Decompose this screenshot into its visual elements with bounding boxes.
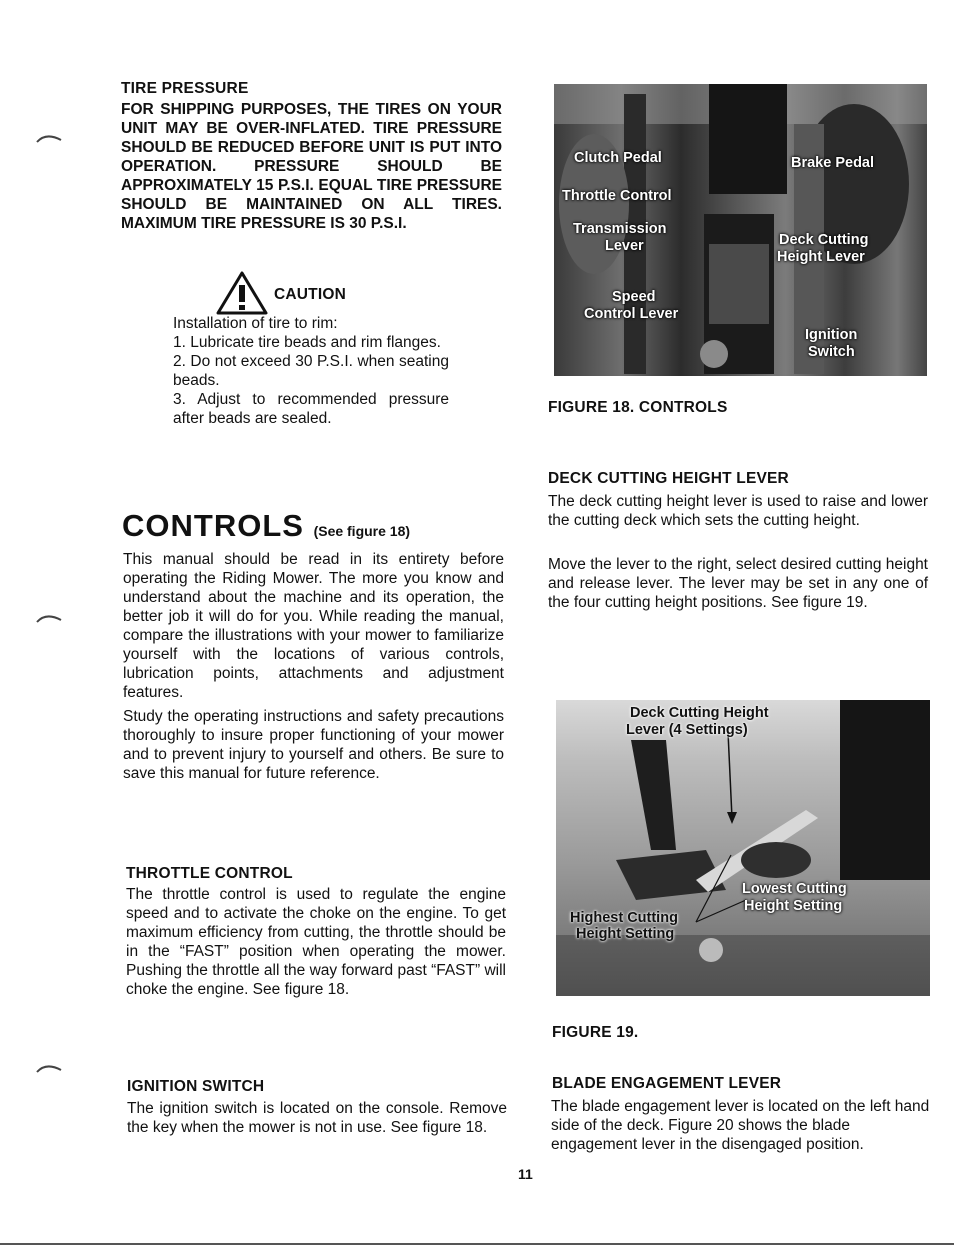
controls-title-ref: (See figure 18) — [313, 523, 411, 539]
label-highest-cutting: Highest Cutting — [570, 910, 678, 926]
figure-19-photo — [556, 700, 930, 996]
tire-pressure-body: FOR SHIPPING PURPOSES, THE TIRES ON YOUR UNIT MAY BE OVER-INFLATED. TIRE PRESSURE SHOULD BE REDUCED BEFORE UNIT IS PUT INTO OPERATION. PRESSURE SHOULD BE APPROXIMATELY 15 P.S.I. EQUAL TIRE PRESSURE SHOULD BE MAINTAINED ON ALL TIRES. MAXIMUM TIRE PRESSURE IS 30 P.S.I. — [121, 101, 502, 232]
label-deck-height-lever: Height Lever — [777, 249, 865, 265]
label-lever-4-settings: Lever (4 Settings) — [626, 722, 748, 738]
label-ignition: Ignition — [805, 327, 858, 343]
label-throttle-control: Throttle Control — [562, 188, 672, 204]
deck-lever-heading: DECK CUTTING HEIGHT LEVER — [548, 470, 789, 487]
tire-pressure-heading: TIRE PRESSURE — [121, 80, 249, 97]
label-speed: Speed — [612, 289, 656, 305]
figure-18-photo — [554, 84, 927, 376]
figure-18-caption: FIGURE 18. CONTROLS — [548, 399, 728, 416]
caution-intro: Installation of tire to rim: — [173, 315, 338, 332]
caution-item: 3. Adjust to recommended pressure after beads are sealed. — [173, 391, 449, 427]
margin-mark — [36, 130, 62, 144]
margin-mark — [36, 610, 62, 624]
label-speed-control-lever: Control Lever — [584, 306, 679, 322]
label-ignition-switch: Switch — [808, 344, 855, 360]
label-deck-cutting-height: Deck Cutting Height — [630, 705, 769, 721]
page-number: 11 — [518, 1166, 533, 1182]
ignition-body: The ignition switch is located on the console. Remove the key when the mower is not in use. See figure 18. — [127, 1100, 507, 1136]
label-clutch-pedal: Clutch Pedal — [574, 150, 662, 166]
caution-list — [173, 314, 449, 428]
controls-para-2: Study the operating instructions and safety precautions thoroughly to insure proper functioning of your mower and to prevent injury to yourself and others. Be sure to save this manual for future reference. — [123, 708, 504, 782]
controls-title-text: CONTROLS — [122, 508, 304, 543]
throttle-body: The throttle control is used to regulate the engine speed and to activate the choke on the engine. To get maximum efficiency from cutting, the throttle should be in the “FAST” position when operating the mower. Pushing the throttle all the way forward past “FAST” will choke the engine. See figure 18. — [126, 886, 506, 998]
label-brake-pedal: Brake Pedal — [791, 155, 875, 171]
caution-item: 2. Do not exceed 30 P.S.I. when seating beads. — [173, 353, 449, 389]
throttle-heading: THROTTLE CONTROL — [126, 865, 293, 882]
figure-19-caption: FIGURE 19. — [552, 1024, 639, 1041]
caution-item: 1. Lubricate tire beads and rim flanges. — [173, 334, 441, 351]
figure-19-illustration — [556, 700, 930, 996]
deck-lever-para-2: Move the lever to the right, select desired cutting height and release lever. The lever may be set in any one of the four cutting height positions. See figure 19. — [548, 556, 928, 611]
controls-title — [122, 508, 410, 544]
blade-body: The blade engagement lever is located on the left hand side of the deck. Figure 20 shows the blade engagement lever in the disengaged position. — [551, 1098, 930, 1153]
bottom-rule — [0, 1243, 954, 1245]
ignition-heading: IGNITION SWITCH — [127, 1078, 265, 1095]
warning-triangle-icon — [216, 270, 268, 316]
caution-label: CAUTION — [274, 286, 347, 303]
label-transmission-lever: Lever — [605, 238, 644, 254]
label-lowest-cutting: Lowest Cutting — [742, 881, 847, 897]
label-highest-height-setting: Height Setting — [576, 926, 675, 942]
deck-lever-para-1: The deck cutting height lever is used to raise and lower the cutting deck which sets the cutting height. — [548, 493, 928, 529]
label-deck-cutting: Deck Cutting — [779, 232, 869, 248]
blade-heading: BLADE ENGAGEMENT LEVER — [552, 1075, 782, 1092]
margin-mark — [36, 1060, 62, 1074]
controls-para-1: This manual should be read in its entirety before operating the Riding Mower. The more you know and understand about the machine and its operation, the better job it will do for you. While reading the manual, compare the illustrations with your mower to familiarize yourself with the locations of various controls, lubrication points, attachments and adjustment features. — [123, 551, 504, 701]
label-lowest-height-setting: Height Setting — [744, 898, 843, 914]
label-transmission: Transmission — [573, 221, 667, 237]
